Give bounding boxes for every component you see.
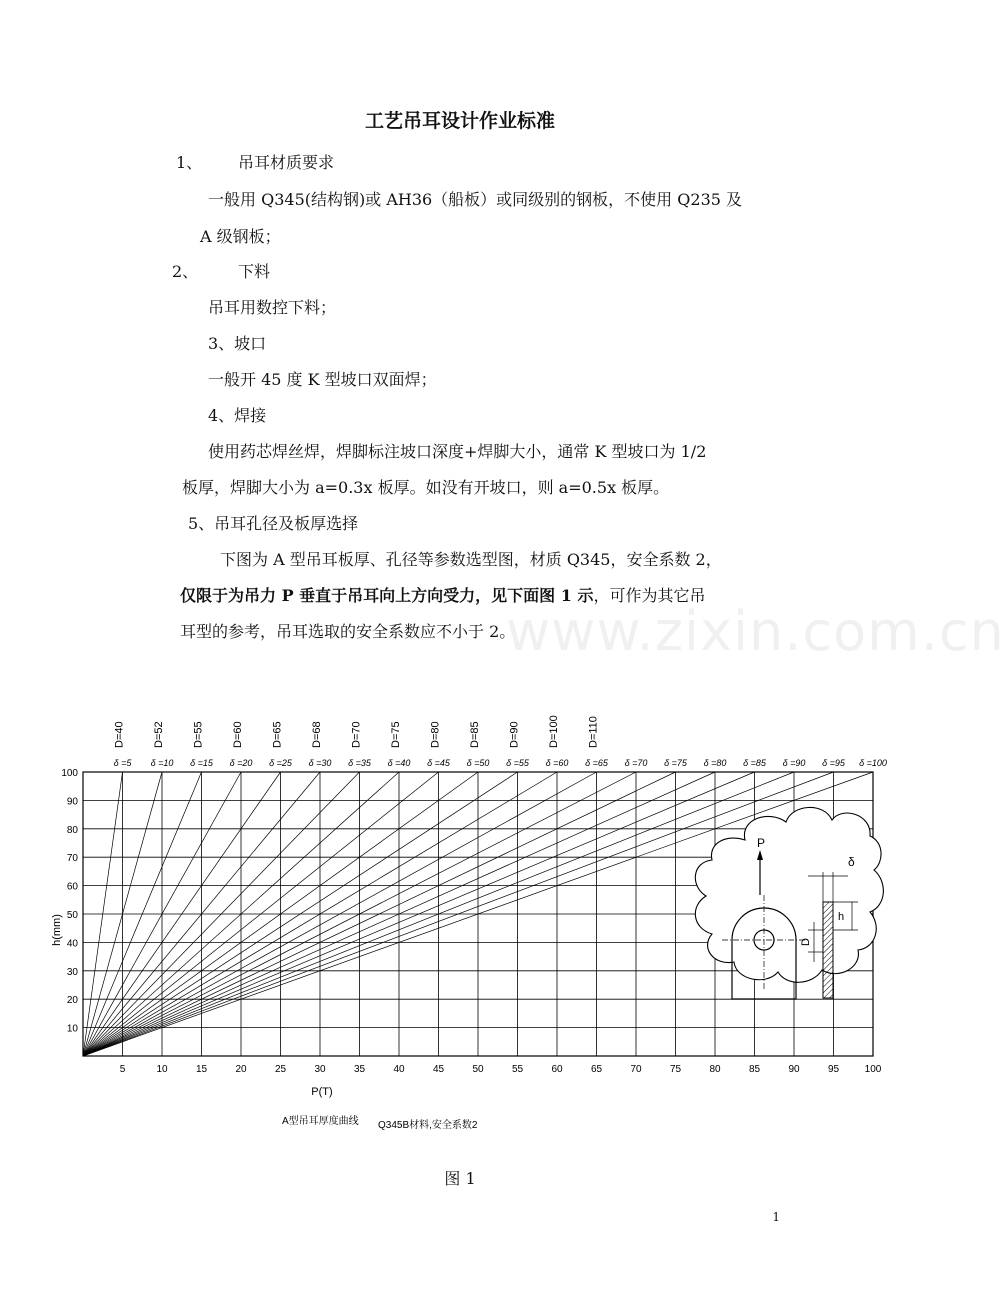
y-tick-label: 10 (66, 1023, 78, 1035)
section-3-title: 3、坡口 (208, 334, 267, 353)
x-tick-label: 90 (788, 1064, 800, 1075)
force-label: P (757, 836, 766, 850)
hole-diameter-label: D=55 (192, 721, 205, 748)
thickness-series-label: δ =25 (269, 758, 292, 768)
x-tick-label: 50 (472, 1064, 484, 1075)
thickness-series-label: δ =70 (624, 758, 648, 768)
section-4-title: 4、焊接 (208, 406, 267, 425)
thickness-series-label: δ =90 (782, 758, 806, 768)
y-tick-label: 80 (66, 824, 78, 836)
x-tick-label: 25 (274, 1064, 287, 1075)
hole-diameter-label: D=90 (508, 721, 521, 748)
chart-caption-right: Q345B材料,安全系数2 (378, 1120, 478, 1131)
x-tick-label: 20 (235, 1064, 247, 1075)
hole-diameter-label: D=110 (587, 716, 600, 748)
x-tick-label: 65 (590, 1064, 603, 1075)
thickness-series-label: δ =45 (427, 758, 450, 768)
page-number: 1 (772, 1210, 780, 1224)
hole-diameter-label: D=52 (153, 721, 165, 748)
thickness-series-label: δ =30 (308, 758, 332, 768)
section-4-paragraph-line-1: 使用药芯焊丝焊，焊脚标注坡口深度+焊脚大小，通常 K 型坡口为 1/2 (208, 442, 707, 461)
hole-diameter-label: D=80 (429, 721, 442, 748)
x-tick-label: 15 (195, 1064, 208, 1075)
y-tick-label: 40 (66, 938, 78, 950)
thickness-series-label: δ =15 (190, 758, 213, 768)
x-tick-label: 75 (669, 1064, 682, 1075)
x-tick-label: 60 (551, 1064, 563, 1075)
y-tick-label: 50 (66, 910, 78, 921)
hole-diameter-label: D=40 (113, 721, 126, 748)
section-3-paragraph: 一般开 45 度 K 型坡口双面焊； (208, 370, 437, 389)
thickness-label: δ (848, 855, 855, 869)
thickness-series-label: δ =80 (703, 758, 727, 768)
x-tick-label: 95 (827, 1064, 840, 1075)
y-tick-label: 90 (66, 796, 78, 808)
document-title: 工艺吊耳设计作业标准 (364, 110, 555, 132)
hole-diameter-label: D=85 (469, 721, 481, 748)
hole-diameter-label: D=100 (548, 715, 560, 748)
section-2-number: 2、 (172, 262, 199, 281)
hole-diameter-label: D=65 (271, 721, 284, 748)
hole-diameter-label: D=75 (390, 721, 402, 748)
hole-diameter-label: D=60 (232, 721, 244, 748)
x-tick-label: 35 (353, 1064, 366, 1075)
thickness-series-label: δ =55 (506, 758, 529, 768)
section-5-paragraph-line-3: 耳型的参考，吊耳选取的安全系数应不小于 2。 (180, 622, 516, 641)
section-5-paragraph-line-1: 下图为 A 型吊耳板厚、孔径等参数选型图，材质 Q345，安全系数 2， (220, 550, 722, 569)
thickness-series-label: δ =5 (113, 758, 132, 768)
section-1-paragraph-line-2: A 级钢板； (200, 227, 281, 246)
x-tick-label: 100 (864, 1064, 882, 1075)
x-axis-label: P(T) (311, 1086, 333, 1098)
thickness-series-label: δ =95 (822, 758, 845, 768)
section-2-paragraph: 吊耳用数控下料； (208, 298, 337, 317)
thickness-series-label: δ =100 (859, 758, 887, 768)
x-tick-label: 40 (393, 1064, 405, 1075)
section-1-number: 1、 (176, 153, 203, 172)
thickness-series-label: δ =10 (150, 758, 174, 768)
thickness-series-label: δ =20 (229, 758, 253, 768)
y-tick-label: 60 (66, 881, 78, 893)
x-tick-label: 5 (119, 1064, 126, 1075)
y-tick-label: 20 (66, 995, 78, 1007)
y-tick-label: 70 (66, 853, 78, 865)
height-label: h (838, 911, 845, 923)
x-tick-label: 10 (156, 1064, 168, 1075)
inset-cloud-outline (695, 807, 883, 982)
y-axis-label: h(mm) (51, 914, 63, 946)
section-2-title: 下料 (238, 262, 271, 281)
lifting-lug-inset (695, 807, 883, 999)
section-5-regular-text: ，可作为其它吊 (593, 586, 706, 605)
section-1-title: 吊耳材质要求 (238, 153, 335, 172)
x-tick-label: 55 (511, 1064, 524, 1075)
hole-diameter-label: D=70 (350, 721, 363, 748)
thickness-series-label: δ =85 (743, 758, 766, 768)
thickness-series-label: δ =50 (466, 758, 490, 768)
x-tick-label: 45 (432, 1064, 445, 1075)
y-tick-label: 30 (66, 966, 78, 978)
thickness-series-label: δ =35 (348, 758, 371, 768)
section-5-bold-text: 仅限于为吊力 P 垂直于吊耳向上方向受力，见下面图 1 示 (180, 586, 594, 605)
y-tick-label: 100 (61, 768, 78, 779)
lug-side-section (823, 902, 833, 998)
section-5-title: 5、吊耳孔径及板厚选择 (188, 514, 359, 533)
thickness-series-label: δ =65 (585, 758, 608, 768)
diameter-label: D (800, 938, 812, 946)
section-4-paragraph-line-2: 板厚，焊脚大小为 a=0.3x 板厚。如没有开坡口，则 a=0.5x 板厚。 (182, 478, 670, 497)
x-tick-label: 70 (630, 1064, 642, 1075)
figure-caption: 图 1 (444, 1169, 476, 1188)
thickness-series-label: δ =60 (545, 758, 569, 768)
x-tick-label: 80 (709, 1064, 721, 1075)
x-tick-label: 30 (314, 1064, 326, 1075)
thickness-series-label: δ =40 (387, 758, 411, 768)
watermark: www.zixin.com.cn (506, 600, 1005, 663)
thickness-series-label: δ =75 (664, 758, 687, 768)
selection-chart (0, 690, 920, 1140)
section-1-paragraph-line-1: 一般用 Q345(结构钢)或 AH36（船板）或同级别的钢板，不使用 Q235 及 (208, 190, 743, 209)
x-tick-label: 85 (748, 1064, 761, 1075)
hole-diameter-label: D=68 (311, 721, 323, 748)
chart-caption-left: A型吊耳厚度曲线 (282, 1116, 359, 1127)
